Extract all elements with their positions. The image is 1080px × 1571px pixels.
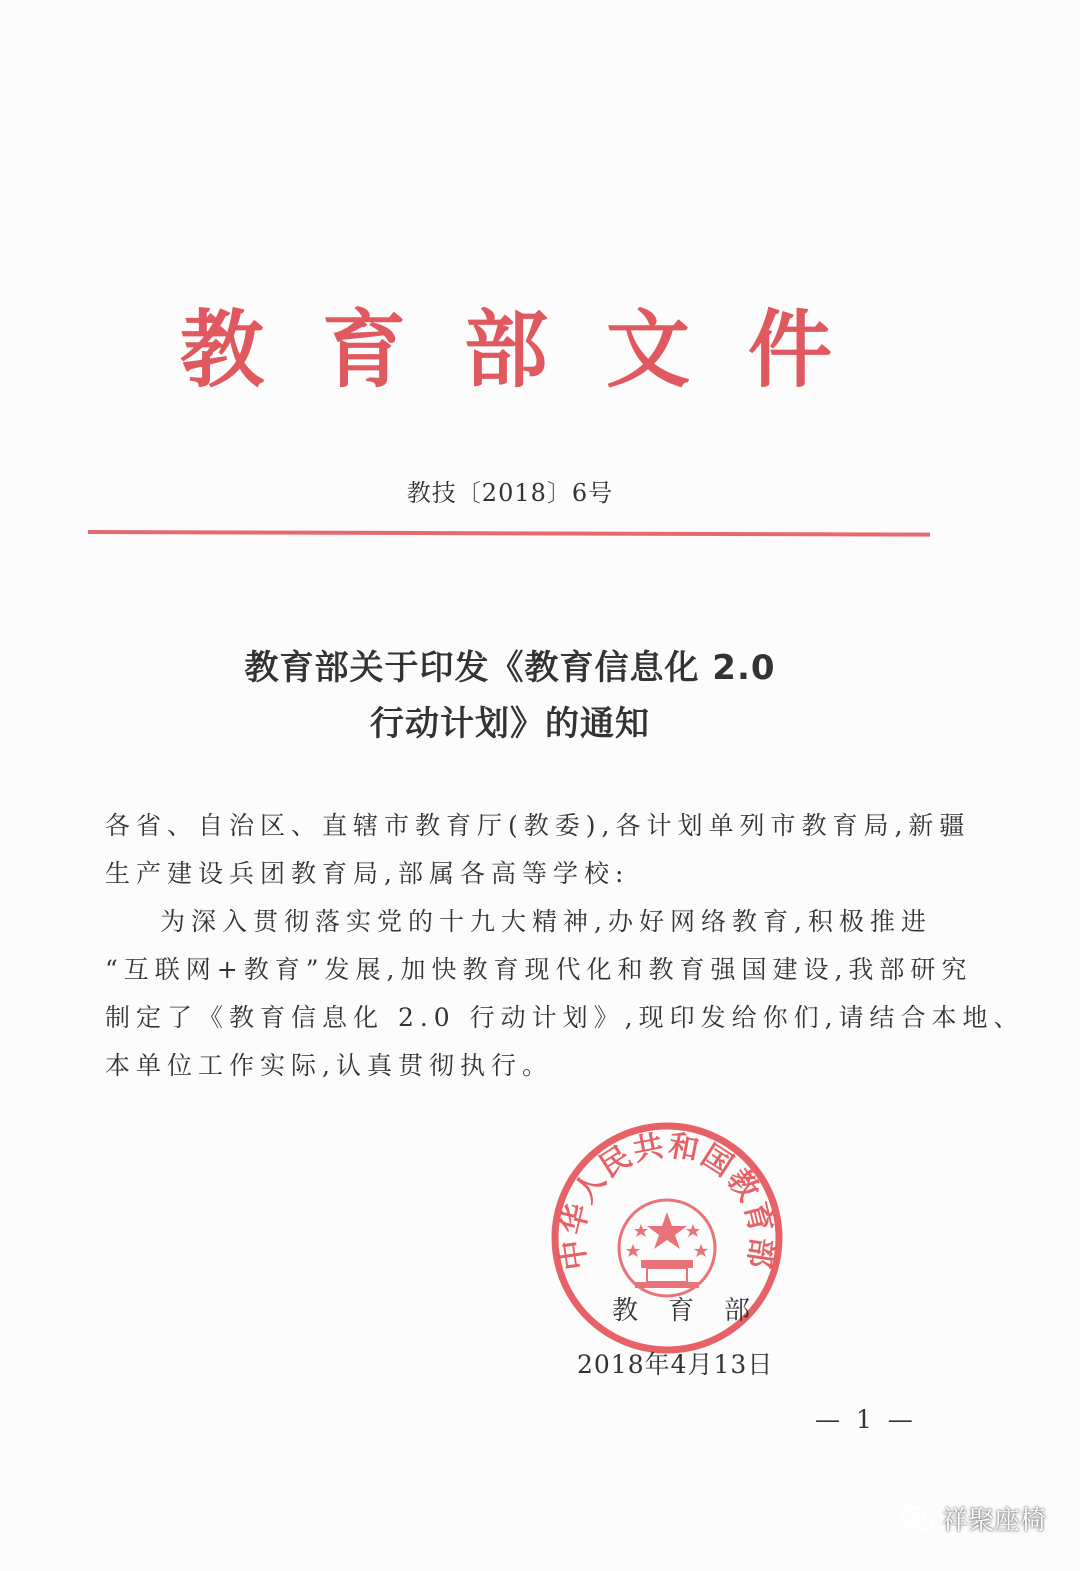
wechat-icon: [900, 1505, 934, 1533]
signature-date: 2018年4月13日: [577, 1350, 774, 1379]
national-emblem-icon: [619, 1200, 715, 1296]
document-number: 教技〔2018〕6号: [406, 479, 614, 507]
seal-text: 中华人民共和国教育部: [554, 1128, 780, 1273]
signer-name: 教育部: [612, 1296, 781, 1326]
document-header-title: 教育部文件: [180, 300, 891, 399]
body-line-4: “互联网+教育”发展,加快教育现代化和教育强国建设,我部研究: [105, 955, 973, 984]
watermark: [900, 1500, 1046, 1537]
body-line-6: 本单位工作实际,认真贯彻执行。: [105, 1051, 553, 1080]
body-line-1: 各省、自治区、直辖市教育厅(教委),各计划单列市教育局,新疆: [105, 811, 971, 840]
body-line-2: 生产建设兵团教育局,部属各高等学校:: [105, 859, 630, 888]
notice-title-line-2: 行动计划》的通知: [370, 704, 650, 744]
notice-title-line-1: 教育部关于印发《教育信息化 2.0: [244, 648, 776, 688]
body-line-3: 为深入贯彻落实党的十九大精神,办好网络教育,积极推进: [160, 907, 932, 936]
page-number: — 1 —: [815, 1405, 917, 1434]
body-line-5: 制定了《教育信息化 2.0 行动计划》,现印发给你们,请结合本地、: [105, 1003, 1025, 1032]
red-divider-line: [88, 530, 930, 537]
watermark-text: 祥聚座椅: [942, 1506, 1047, 1536]
